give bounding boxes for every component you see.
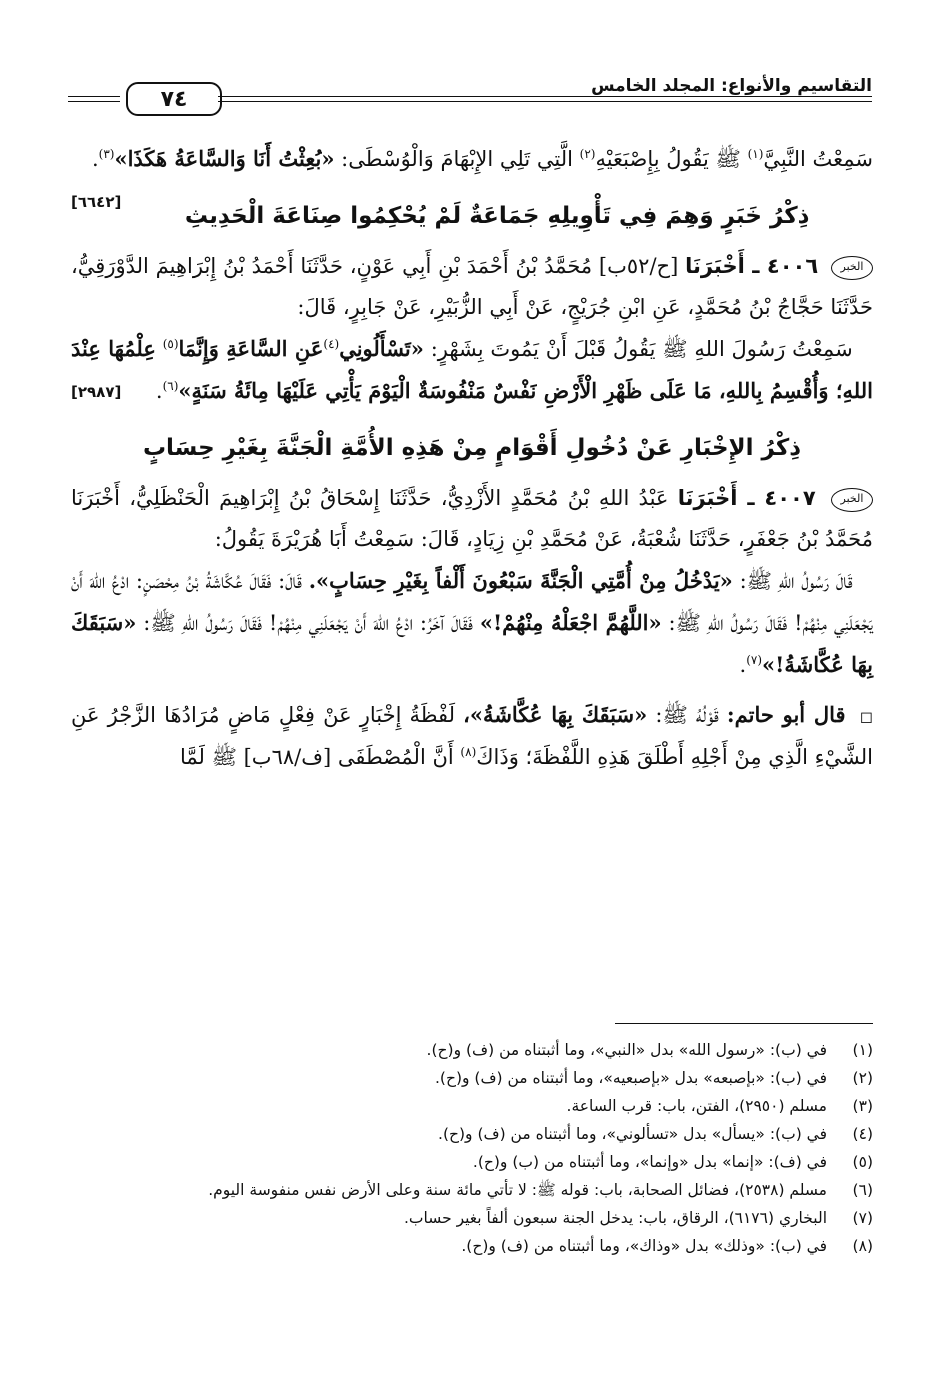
footnote-ref: (٧) xyxy=(746,653,763,667)
footnote: (٨) في (ب): «وذلك» بدل «وذاك»، وما أثبتناه من (ف) و(ح). xyxy=(461,1237,873,1255)
khabar-icon: الخبر xyxy=(831,488,873,512)
footnote: (٣) مسلم (٢٩٥٠)، الفتن، باب: قرب الساعة. xyxy=(566,1097,873,1115)
page-number: ٧٤ xyxy=(126,82,222,116)
chapter-heading: ذِكْرُ خَبَرٍ وَهِمَ فِي تَأْوِيلِهِ جَمَاعَةٌ لَمْ يُحْكِمُوا صِنَاعَةَ الْحَدِيثِ xyxy=(184,203,810,229)
footnote-ref: (٣) xyxy=(98,147,115,161)
footnote-ref: (٥) xyxy=(162,337,179,351)
hadith-4006-matn: سَمِعْتُ رَسُولَ اللهِ ﷺ يَقُولُ قَبْلَ أَنْ يَمُوتَ بِشَهْرٍ: «تَسْأَلُونِي$^{(٤)}$عَنِ السَّاعَةِ وَإِنَّمَا$^{(٥)}$ عِلْمُهَا عِنْدَ اللهِ؛ وَأُقْسِمُ بِاللهِ، مَا عَلَى ظَهْرِ الْأَرْضِ نَفْسٌ مَنْفُوسَةٌ الْيَوْمَ يَأْتِي عَلَيْهَا مِائَةُ سَنَةٍ»$^{(٦)}$. [٢٩٨٧] xyxy=(71,328,873,412)
hadith-number: ٤٠٠٦ ـ أَخْبَرَنَا xyxy=(685,254,819,278)
side-rule-thin xyxy=(68,101,120,102)
footnote: (٧) البخاري (٦١٧٦)، الرقاق، باب: يدخل الجنة سبعون ألفاً بغير حساب. xyxy=(404,1209,873,1227)
hadith-ref-number: [٢٩٨٧] xyxy=(71,383,122,401)
footnote: (٤) في (ب): «يسأل» بدل «تسألوني»، وما أثبتناه من (ف) و(ح). xyxy=(438,1125,873,1143)
footnote-ref: (٦) xyxy=(162,379,179,393)
header-rule-thin xyxy=(218,101,872,102)
hadith-4007-matn: قَالَ رَسُولُ اللهِ ﷺ: «يَدْخُلُ مِنْ أُمَّتِي الْجَنَّةَ سَبْعُونَ أَلْفاً بِغَيْرِ حِسَابٍ». قَالَ: فَقَالَ عُكَّاشَةُ بْنُ مِحْصَنٍ: ادْعُ اللهَ أَنْ يَجْعَلَنِي مِنْهُمْ! فَقَالَ رَسُولُ اللهِ ﷺ: «اللَّهُمَّ اجْعَلْهُ مِنْهُمْ!» فَقَالَ آخَرُ: ادْعُ اللهَ أَنْ يَجْعَلَنِي مِنْهُمْ! فَقَالَ رَسُولُ اللهِ ﷺ: «سَبَقَكَ بِهَا عُكَّاشَةُ!»$^{(٧)}$. xyxy=(71,568,873,677)
footnote-ref: (٤) xyxy=(323,337,340,351)
main-text xyxy=(71,138,873,778)
footnote-separator xyxy=(615,1023,873,1024)
chapter-heading: ذِكْرُ الإِخْبَارِ عَنْ دُخُولِ أَقْوَامٍ مِنْ هَذِهِ الأُمَّةِ الْجَنَّةَ بِغَيْرِ حِسَابٍ xyxy=(142,435,802,461)
khabar-icon: الخبر xyxy=(831,256,873,280)
abu-hatim-label: قال أبو حاتم: xyxy=(726,702,846,727)
footnote: (٢) في (ب): «بإصبعه» بدل «بإصبعيه»، وما أثبتناه من (ف) و(ح). xyxy=(434,1069,873,1087)
running-title: التقاسيم والأنواع: المجلد الخامس xyxy=(591,76,872,96)
footnote-ref: (٢) xyxy=(579,147,596,161)
abu-hatim-comment: ◻ قال أبو حاتم: قَوْلُهُ ﷺ: «سَبَقَكَ بِهَا عُكَّاشَةُ»، لَفْظَةُ إِخْبَارٍ عَنْ فِعْلٍ مَاضٍ مُرَادُهَا الزَّجْرُ عَنِ الشَّيْءِ الَّذِي مِنْ أَجْلِهِ أَطْلَقَ هَذِهِ اللَّفْظَةَ؛ وَذَاكَ$^{(٨)}$ أَنَّ الْمُصْطَفَى [ف/٦٨ب] ﷺ لَمَّا xyxy=(71,702,873,769)
paragraph-1: سَمِعْتُ النَّبِيَّ$^{(١)}$ ﷺ يَقُولُ بِإِصْبَعَيْهِ$^{(٢)}$ الَّتِي تَلِي الإِبْهَامَ وَالْوُسْطَى: «بُعِثْتُ أَنَا وَالسَّاعَةُ هَكَذَا»$^{(٣)}$. [٦٦٤٢] xyxy=(71,138,873,180)
footnote: (٥) في (ف): «إنما» بدل «وإنما»، وما أثبتناه من (ب) و(ح). xyxy=(472,1153,873,1171)
hadith-4007: الخبر ٤٠٠٧ ـ أَخْبَرَنَا عَبْدُ اللهِ بْنُ مُحَمَّدٍ الأَزْدِيُّ، حَدَّثَنَا إِسْحَاقُ بْنُ إِبْرَاهِيمَ الْحَنْظَلِيُّ، أَخْبَرَنَا مُحَمَّدُ بْنُ جَعْفَرٍ، حَدَّثَنَا شُعْبَةُ، عَنْ مُحَمَّدِ بْنِ زِيَادٍ، قَالَ: سَمِعْتُ أَبَا هُرَيْرَةَ يَقُولُ: xyxy=(71,486,873,551)
side-rule xyxy=(68,96,120,97)
footnote: (٦) مسلم (٢٥٣٨)، فضائل الصحابة، باب: قوله ﷺ: لا تأتي مائة سنة وعلى الأرض نفس منفوسة اليوم. xyxy=(208,1181,873,1199)
hadith-ref-number: [٦٦٤٢] xyxy=(71,193,122,211)
footnotes xyxy=(71,1036,873,1260)
hadith-4006: الخبر ٤٠٠٦ ـ أَخْبَرَنَا [ح/٥٢ب] مُحَمَّدُ بْنُ أَحْمَدَ بْنِ أَبِي عَوْنٍ، حَدَّثَنَا أَحْمَدُ بْنُ إِبْرَاهِيمَ الدَّوْرَقِيُّ، حَدَّثَنَا حَجَّاجُ بْنُ مُحَمَّدٍ، عَنِ ابْنِ جُرَيْجٍ، عَنْ أَبِي الزُّبَيْرِ، عَنْ جَابِرٍ، قَالَ: xyxy=(71,254,873,319)
footnote: (١) في (ب): «رسول الله» بدل «النبي»، وما أثبتناه من (ف) و(ح). xyxy=(426,1041,873,1059)
hadith-number: ٤٠٠٧ ـ أَخْبَرَنَا xyxy=(677,486,816,510)
header-rule xyxy=(218,96,872,97)
square-marker-icon: ◻ xyxy=(859,707,873,726)
footnote-ref: (١) xyxy=(747,147,764,161)
footnote-ref: (٨) xyxy=(460,745,477,759)
page-header xyxy=(68,76,872,120)
